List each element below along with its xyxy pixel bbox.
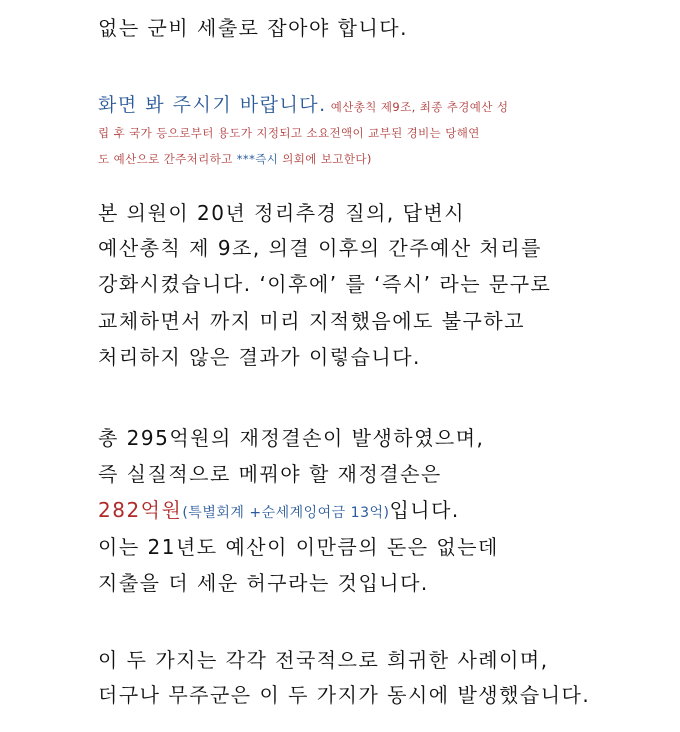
text-line: 본 의원이 20년 정리추경 질의, 답변시 bbox=[98, 201, 466, 225]
text-line bbox=[98, 496, 460, 527]
text-line: 강화시켰습니다. ‘이후에’ 를 ‘즉시’ 라는 문구로 bbox=[98, 272, 552, 296]
text-line: 즉 실질적으로 메꿔야 할 재정결손은 bbox=[98, 462, 442, 486]
note-highlight: ***즉시 bbox=[236, 152, 279, 166]
note-line bbox=[98, 150, 372, 168]
highlight-amount: 282억원 bbox=[98, 498, 183, 522]
highlight-detail: (특별회계 +순세계잉여금 13억) bbox=[182, 505, 390, 521]
note-text: 도 예산으로 간주처리하고 bbox=[98, 152, 237, 166]
text-line: 없는 군비 세출로 잡아야 합니다. bbox=[98, 16, 408, 40]
text-line: 교체하면서 까지 미리 지적했음에도 불구하고 bbox=[98, 309, 526, 333]
note-text: 예산총칙 제9조, 최종 추경예산 성 bbox=[326, 100, 509, 114]
heading-line bbox=[98, 90, 508, 119]
text-line: 예산총칙 제 9조, 의결 이후의 간주예산 처리를 bbox=[98, 236, 542, 260]
text-line: 더구나 무주군은 이 두 가지가 동시에 발생했습니다. bbox=[98, 683, 591, 707]
note-line: 립 후 국가 등으로부터 용도가 지정되고 소요전액이 교부된 경비는 당해연 bbox=[98, 126, 480, 140]
text-line: 지출을 더 세운 허구라는 것입니다. bbox=[98, 571, 429, 595]
text-line: 이는 21년도 예산이 이만큼의 돈은 없는데 bbox=[98, 535, 499, 559]
text-line: 총 295억원의 재정결손이 발생하였으며, bbox=[98, 426, 485, 450]
text-line: 처리하지 않은 결과가 이렇습니다. bbox=[98, 345, 421, 369]
note-text: 의회에 보고한다) bbox=[278, 152, 372, 166]
text-line: 이 두 가지는 각각 전국적으로 희귀한 사례이며, bbox=[98, 648, 549, 672]
heading-title: 화면 봐 주시기 바랍니다. bbox=[98, 94, 327, 116]
text-tail: 입니다. bbox=[389, 498, 460, 522]
